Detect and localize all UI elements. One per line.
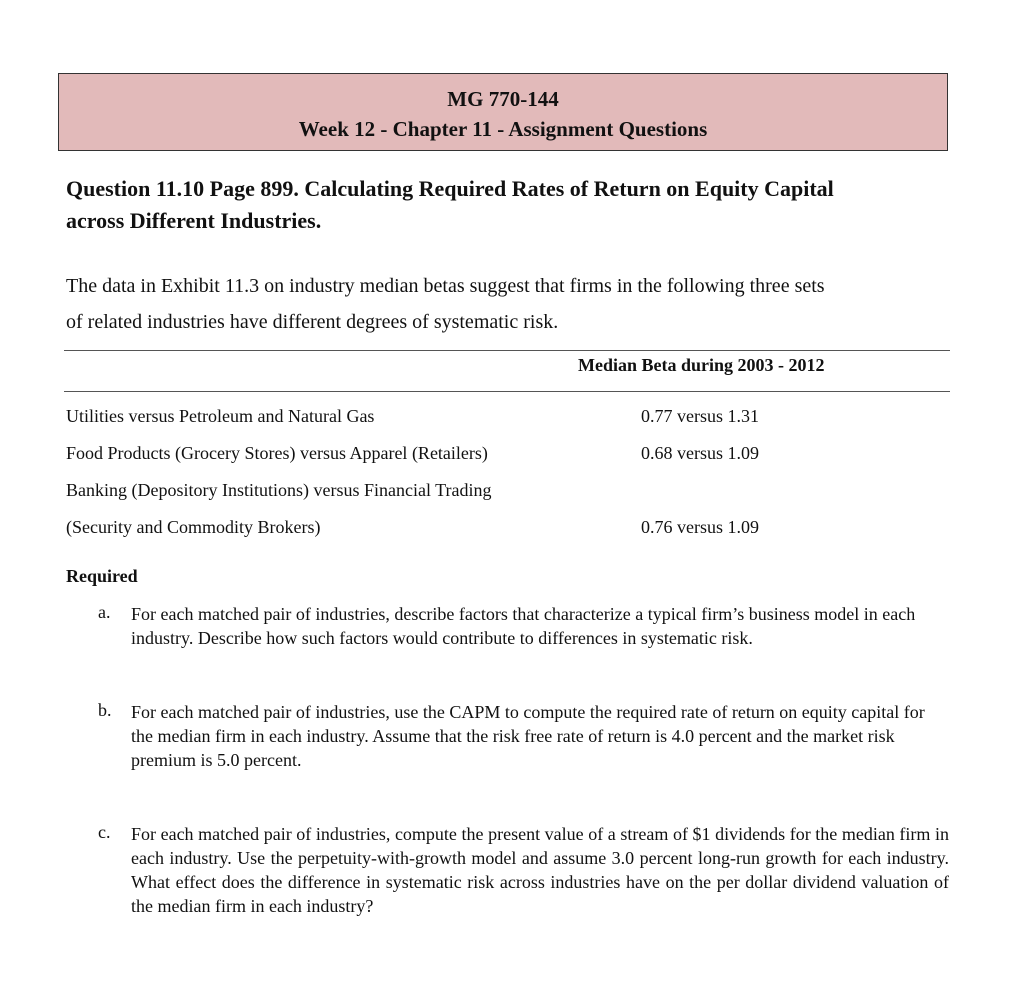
- question-title: [66, 173, 956, 237]
- required-item-b-text: For each matched pair of industries, use the CAPM to compute the required rate of return on equity capital for the median firm in each industry. Assume that the risk free rate of return is 4.0 percent and the market risk premium is 5.0 percent.: [131, 702, 925, 770]
- table-row-2-beta: 0.68 versus 1.09: [641, 443, 759, 463]
- intro-line-1: The data in Exhibit 11.3 on industry median betas suggest that firms in the following three sets: [66, 275, 825, 297]
- assignment-title: Week 12 - Chapter 11 - Assignment Questions: [298, 117, 708, 141]
- required-item-a-marker: a.: [98, 602, 111, 622]
- intro-line-2: of related industries have different degrees of systematic risk.: [66, 311, 559, 333]
- required-item-a-text: For each matched pair of industries, describe factors that characterize a typical firm’s business model in each industry. Describe how such factors would contribute to differences in systematic risk.: [131, 604, 916, 648]
- course-code: MG 770-144: [447, 87, 559, 111]
- required-heading: Required: [66, 566, 138, 586]
- table-top-rule: [64, 350, 950, 351]
- required-item-b-marker: b.: [98, 700, 112, 720]
- intro-paragraph: [66, 268, 951, 340]
- header-box: [58, 73, 948, 151]
- table-column-header: Median Beta during 2003 - 2012: [578, 355, 825, 375]
- question-title-line-1: Question 11.10 Page 899. Calculating Required Rates of Return on Equity Capital: [66, 176, 834, 201]
- required-item-c-text: For each matched pair of industries, compute the present value of a stream of $1 dividends for the median firm in each industry. Use the perpetuity-with-growth model and assume 3.0 percent long-run growth for each industry. What effect does the difference in systematic risk across industries have on the per dollar dividend valuation of the median firm in each industry?: [131, 824, 949, 916]
- table-row-3-industry-line-2: (Security and Commodity Brokers): [66, 517, 321, 537]
- table-row-1-industry: Utilities versus Petroleum and Natural Gas: [66, 406, 375, 426]
- table-row-1-beta: 0.77 versus 1.31: [641, 406, 759, 426]
- required-item-c-marker: c.: [98, 822, 111, 842]
- table-row-3-beta: 0.76 versus 1.09: [641, 517, 759, 537]
- table-row-3-industry-line-1: Banking (Depository Institutions) versus Financial Trading: [66, 480, 492, 500]
- table-row-2-industry: Food Products (Grocery Stores) versus Apparel (Retailers): [66, 443, 488, 463]
- question-title-line-2: across Different Industries.: [66, 208, 322, 233]
- table-header-rule: [64, 391, 950, 392]
